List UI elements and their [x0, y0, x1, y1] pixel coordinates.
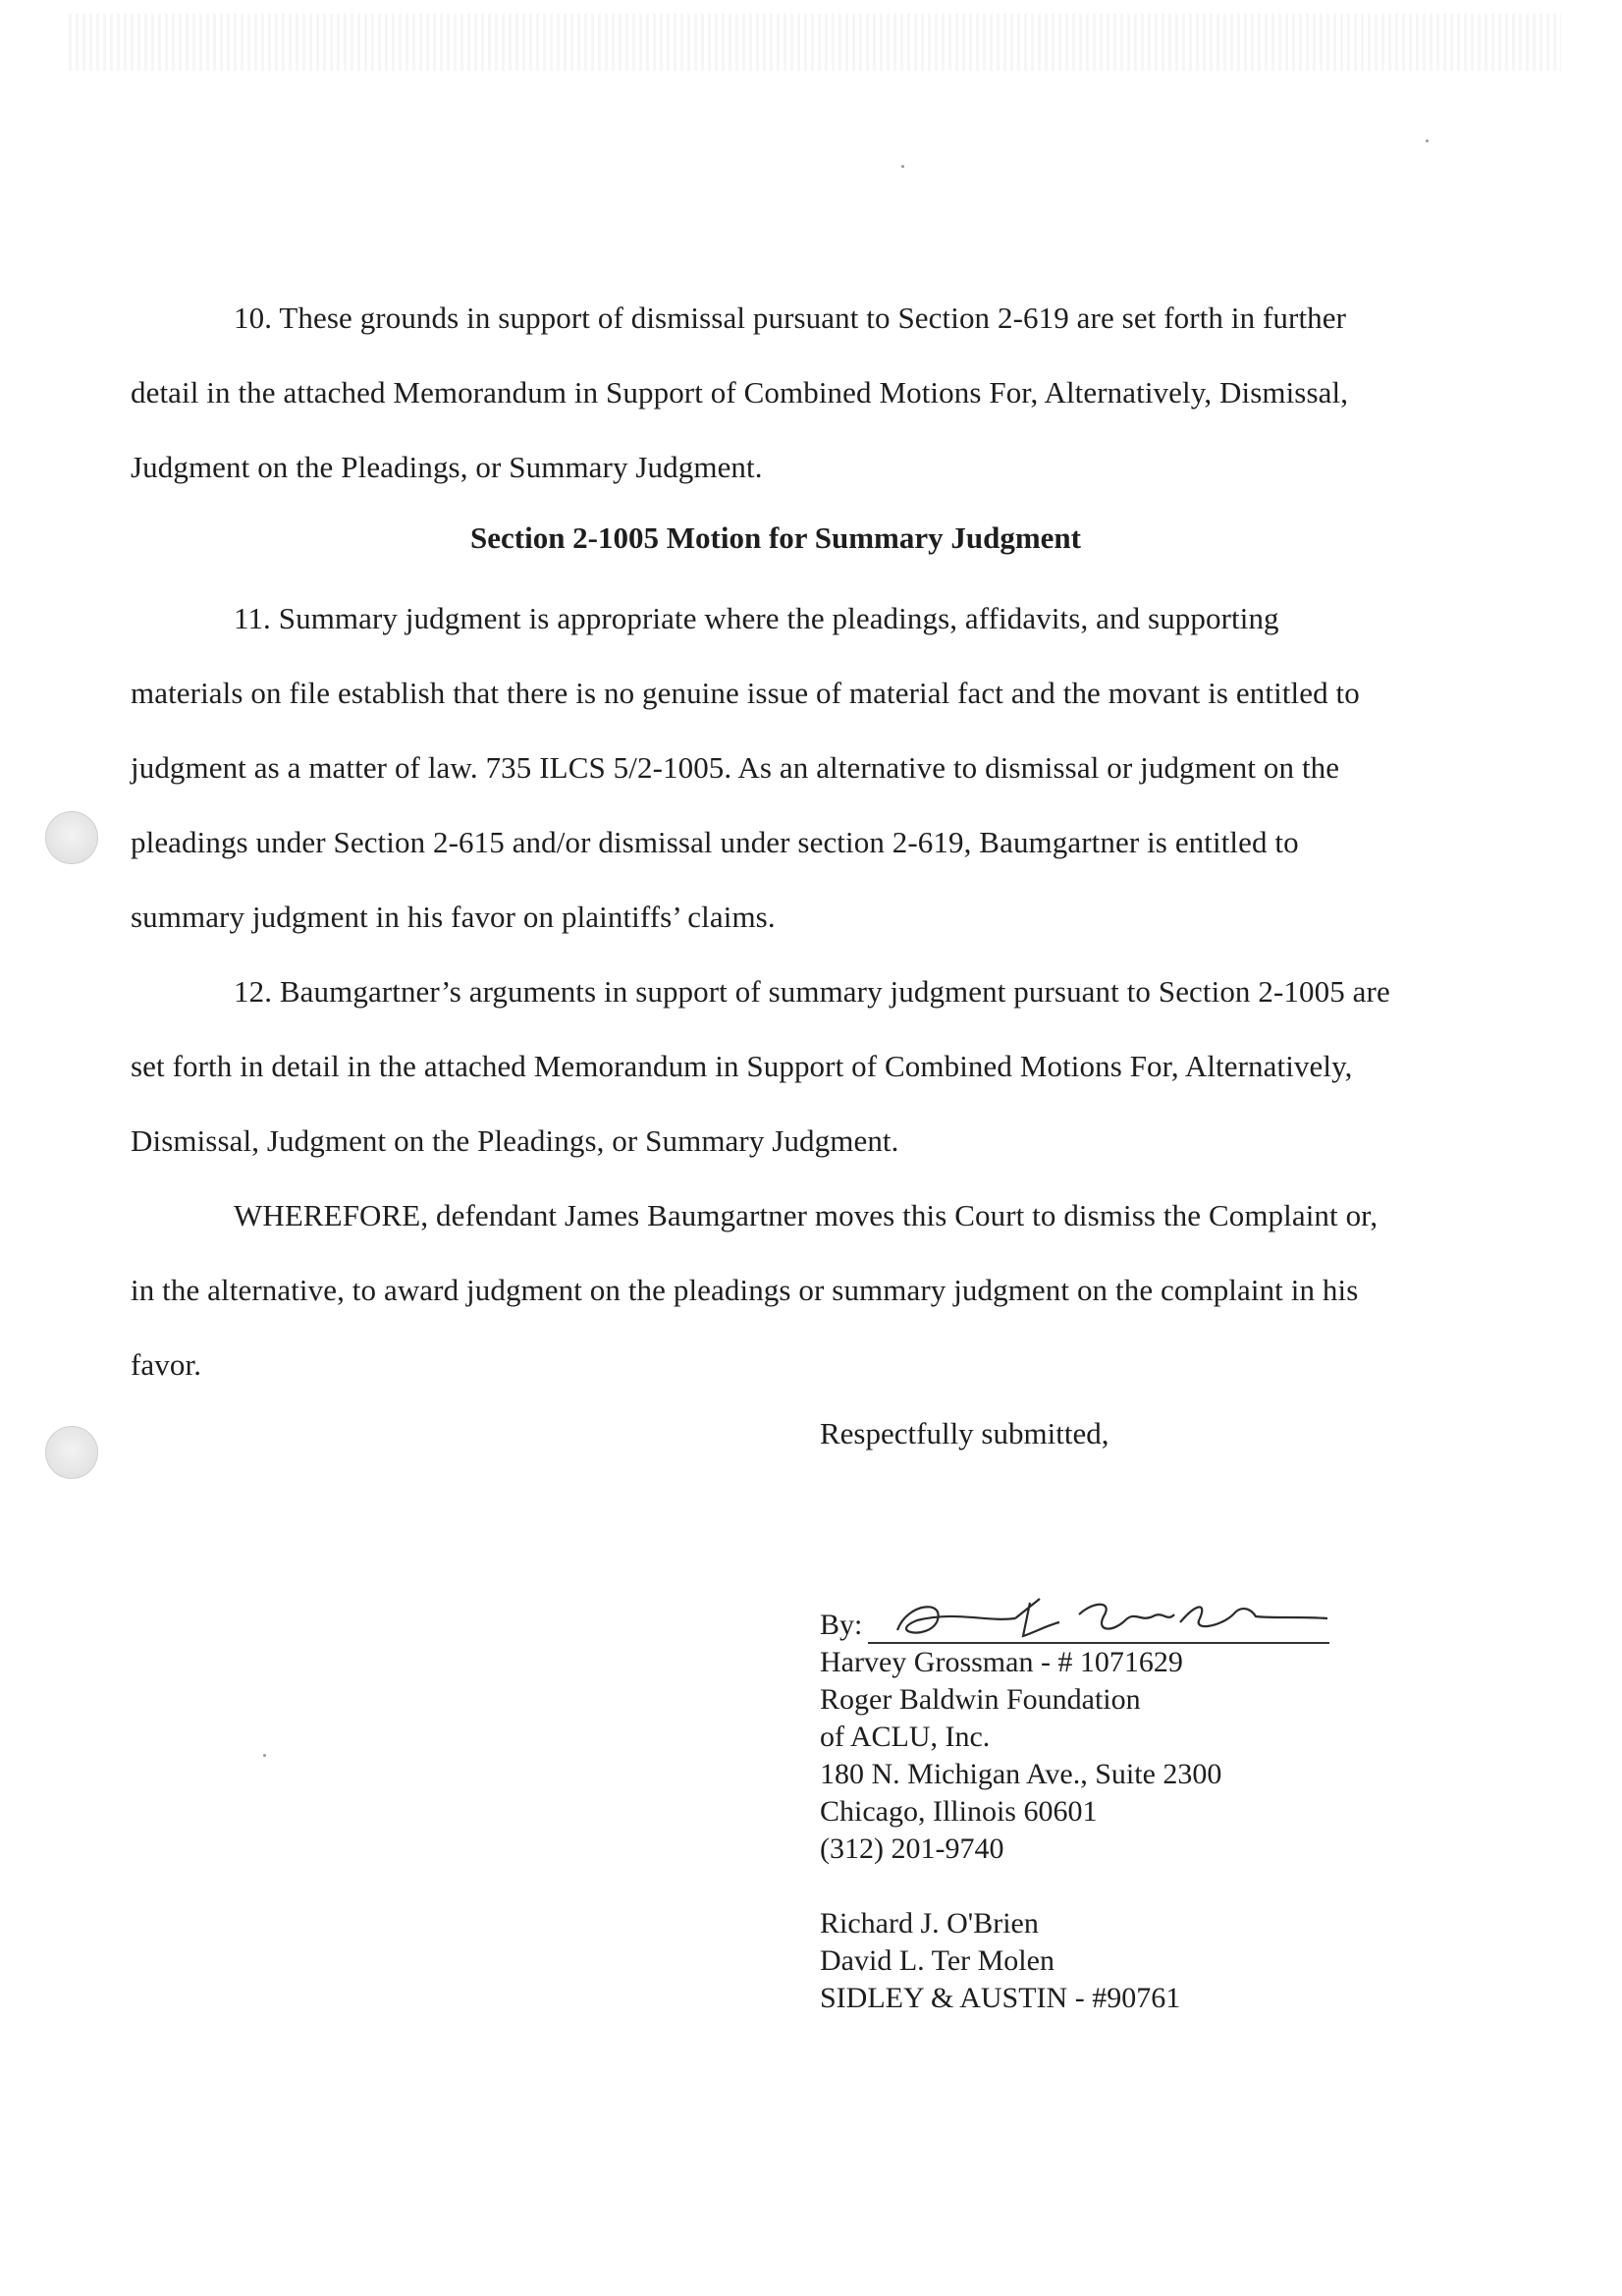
address-line: 180 N. Michigan Ave., Suite 2300: [820, 1758, 1222, 1790]
address-line: Roger Baldwin Foundation: [820, 1683, 1141, 1716]
co-counsel-line: Richard J. O'Brien: [820, 1907, 1039, 1940]
scan-speck: [263, 1754, 266, 1757]
co-counsel-line: David L. Ter Molen: [820, 1944, 1054, 1977]
wherefore-paragraph: WHEREFORE, defendant James Baumgartner moves this Court to dismiss the Complaint or, in the alternative, to award judgment on the pleadings or summary judgment on the complaint in his favor.: [131, 1198, 1379, 1382]
signature-block: [820, 1601, 1329, 2017]
signatory-name: Harvey Grossman - # 1071629: [820, 1646, 1183, 1678]
scan-speck: [1426, 139, 1429, 142]
signature-row: [820, 1601, 1329, 1644]
by-label: By:: [820, 1609, 863, 1641]
address-line: Chicago, Illinois 60601: [820, 1795, 1098, 1828]
address-line: of ACLU, Inc.: [820, 1721, 991, 1753]
handwritten-signature: [868, 1593, 1329, 1648]
signatory-address: [820, 1681, 1329, 1868]
paragraph-11: 11. Summary judgment is appropriate where the pleadings, affidavits, and supporting materials on file establish that there is no genuine issue of material fact and the movant is entitled to judgment as a matter of law. 735 ILCS 5/2-1005. As an alternative to dismissal or judgment on the pleadings under Section 2-615 and/or dismissal under section 2-619, Baumgartner is entitled to summary judgment in his favor on plaintiffs’ claims.: [131, 601, 1360, 934]
signature-line: [868, 1601, 1329, 1644]
punch-hole: [45, 1426, 98, 1479]
punch-hole: [45, 811, 98, 864]
co-counsel-list: [820, 1905, 1329, 2017]
paragraph-10: 10. These grounds in support of dismissal pursuant to Section 2-619 are set forth in further detail in the attached Memorandum in Support of Combined Motions For, Alternatively, Dismissal, Judgment on the Pleadings, or Summary Judgment.: [131, 301, 1349, 484]
section-heading: Section 2-1005 Motion for Summary Judgment: [470, 520, 1081, 555]
address-line: (312) 201-9740: [820, 1832, 1004, 1865]
scan-speck: [901, 165, 904, 168]
closing-line: Respectfully submitted,: [820, 1416, 1109, 1450]
co-counsel-line: SIDLEY & AUSTIN - #90761: [820, 1982, 1181, 2014]
paragraph-12: 12. Baumgartner’s arguments in support of summary judgment pursuant to Section 2-1005 are set forth in detail in the attached Memorandum in Support of Combined Motions For, Alternatively, Dismissal, Judgment on the Pleadings, or Summary Judgment.: [131, 974, 1390, 1158]
scan-noise-top: [69, 14, 1561, 71]
